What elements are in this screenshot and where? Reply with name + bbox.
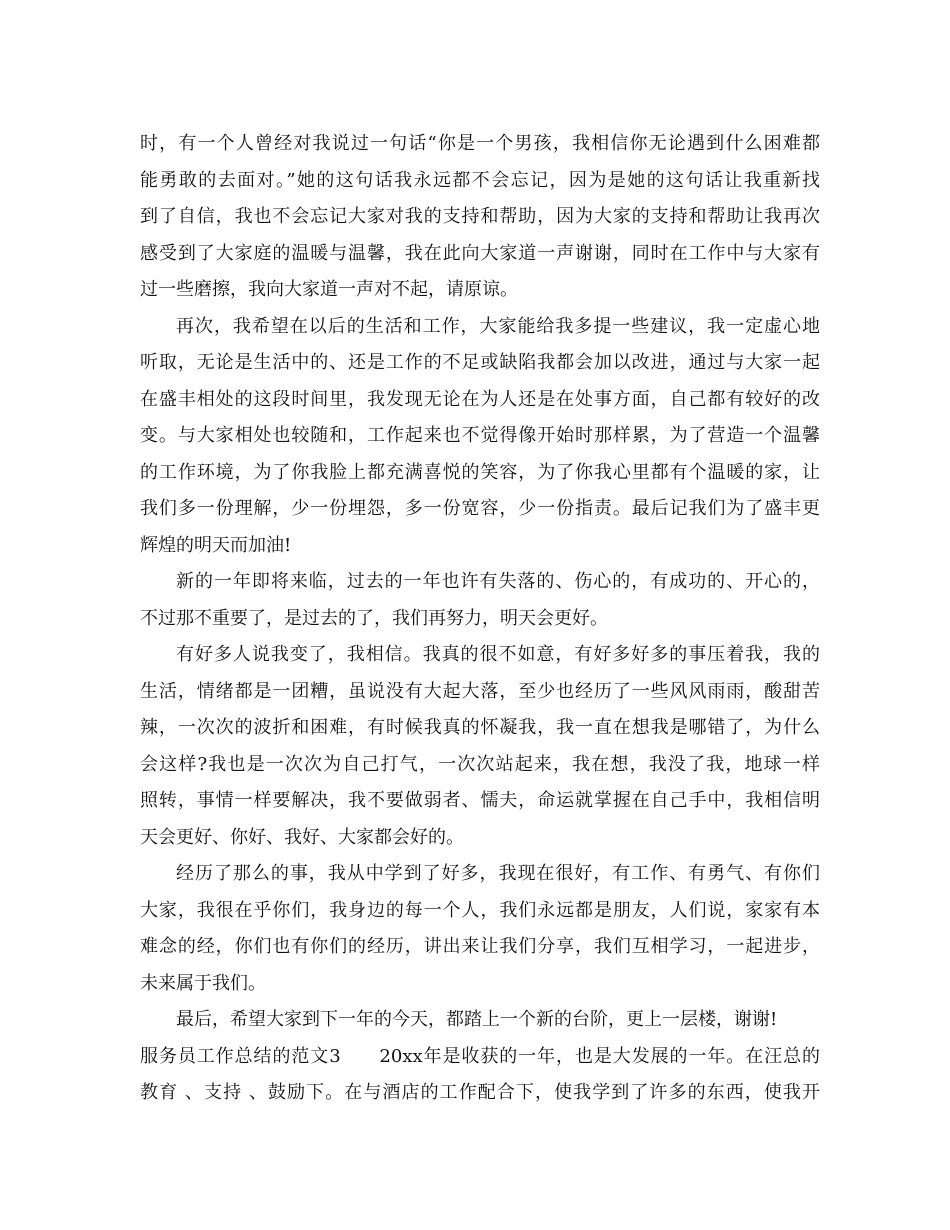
text-line: 时，有一个人曾经对我说过一句话“你是一个男孩，我相信你无论遇到什么困难都: [140, 133, 820, 154]
text-line: 未来属于我们。: [140, 972, 266, 994]
text-line: 大家，我很在乎你们，我身边的每一个人，我们永远都是朋友，人们说，家家有本: [140, 899, 820, 921]
text-line: 能勇敢的去面对。”她的这句话我永远都不会忘记，因为是她的这句话让我重新找: [140, 169, 820, 191]
text-line: 在盛丰相处的这段时间里，我发现无论在为人还是在处事方面，自己都有较好的改: [140, 388, 820, 410]
text-line: 有好多人说我变了，我相信。我真的很不如意，有好多好多的事压着我，我的: [176, 644, 820, 665]
text-line: 辣，一次次的波折和困难，有时候我真的怀凝我，我一直在想我是哪错了，为什么: [140, 717, 820, 738]
text-line: 照转，事情一样要解决，我不要做弱者、懦夫，命运就掌握在自己手中，我相信明: [140, 790, 820, 811]
text-line: 听取，无论是生活中的、还是工作的不足或缺陷我都会加以改进，通过与大家一起: [140, 352, 820, 373]
text-line: 会这样?我也是一次次为自己打气，一次次站起来，我在想，我没了我，地球一样: [140, 753, 820, 775]
text-line: 教育 、支持 、鼓励下。在与酒店的工作配合下，使我学到了许多的东西，使我开: [140, 1082, 820, 1103]
text-line: 感受到了大家庭的温暖与温馨，我在此向大家道一声谢谢，同时在工作中与大家有: [140, 242, 820, 264]
text-line: 我们多一份理解，少一份埋怨，多一份宽容，少一份指责。最后记我们为了盛丰更: [140, 498, 820, 519]
text-line: 难念的经，你们也有你们的经历，讲出来让我们分享，我们互相学习，一起进步，: [140, 936, 820, 957]
text-line: 最后，希望大家到下一年的今天，都踏上一个新的台阶，更上一层楼，谢谢!: [176, 1009, 778, 1030]
text-line: 变。与大家相处也较随和，工作起来也不觉得像开始时那样累，为了营造一个温馨: [140, 425, 820, 446]
text-line: 生活，情绪都是一团糟，虽说没有大起大落，至少也经历了一些风风雨雨，酸甜苦: [140, 680, 820, 702]
text-line: 辉煌的明天而加油!: [140, 534, 292, 556]
text-line: 经历了那么的事，我从中学到了好多，我现在很好，有工作、有勇气、有你们: [176, 863, 820, 884]
text-line: 再次，我希望在以后的生活和工作，大家能给我多提一些建议，我一定虚心地: [176, 315, 820, 337]
text-line: 的工作环境，为了你我脸上都充满喜悦的笑容，为了你我心里都有个温暖的家，让: [140, 461, 820, 483]
text-line: 天会更好、你好、我好、大家都会好的。: [140, 826, 464, 848]
text-line: 服务员工作总结的范文3 20xx年是收获的一年，也是大发展的一年。在汪总的: [140, 1045, 820, 1067]
text-line: 过一些磨擦，我向大家道一声对不起，请原谅。: [140, 279, 518, 300]
document-body: [140, 126, 820, 1112]
text-line: 不过那不重要了，是过去的了，我们再努力，明天会更好。: [140, 607, 608, 629]
text-line: 到了自信，我也不会忘记大家对我的支持和帮助，因为大家的支持和帮助让我再次: [140, 206, 820, 227]
text-line: 新的一年即将来临，过去的一年也许有失落的、伤心的，有成功的、开心的，: [176, 571, 820, 592]
